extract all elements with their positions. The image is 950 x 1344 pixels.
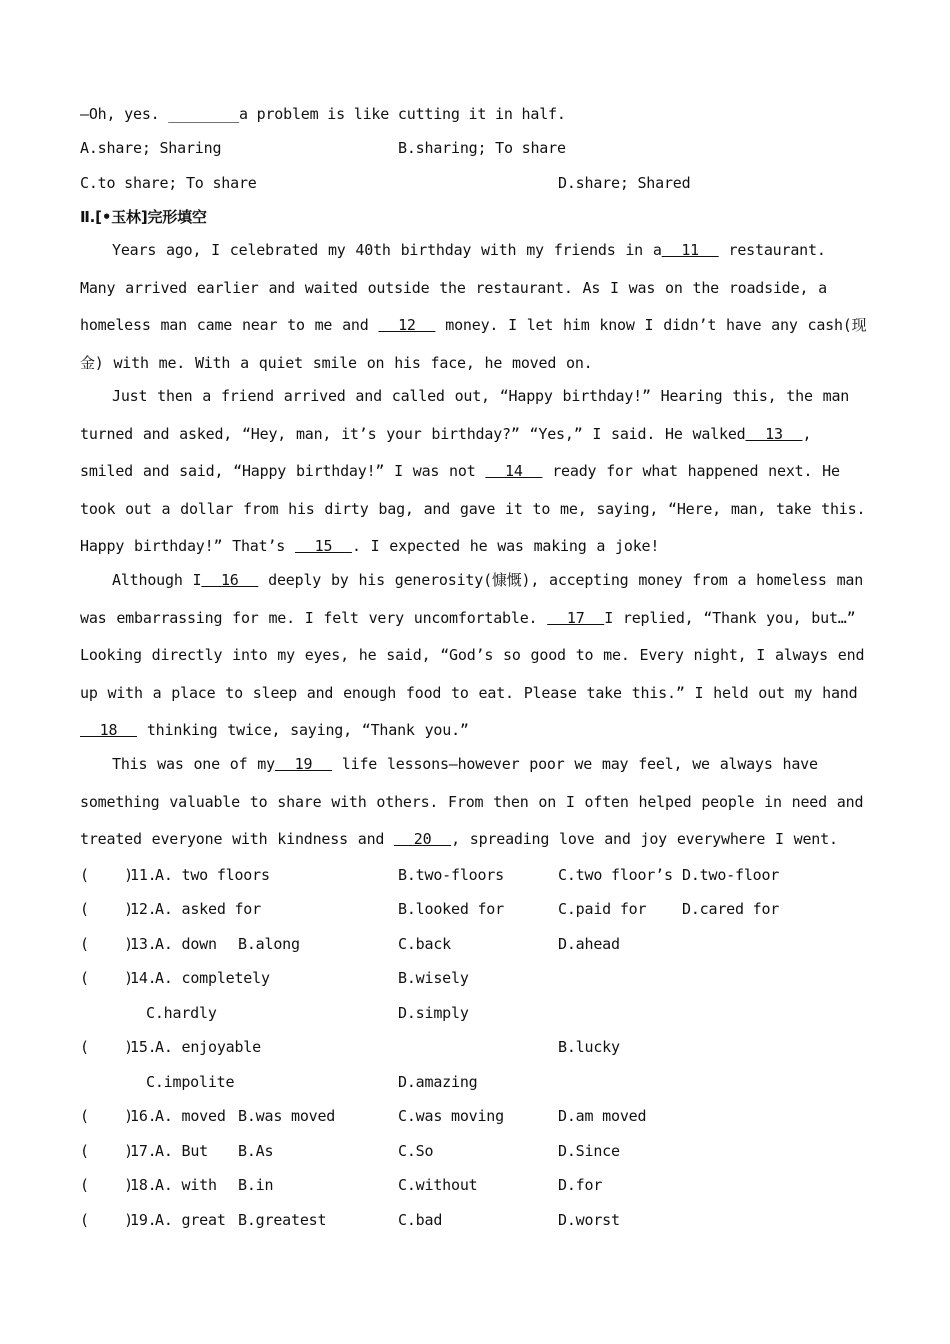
blank-12: 12 bbox=[378, 316, 436, 334]
passage-text: Years ago, I celebrated my 40th birthday with my friends in a bbox=[112, 241, 662, 259]
passage-text: restaurant. Many arrived earlier and waited outside the restaurant. As I was on the roadside, a homeless man came near to me and bbox=[80, 241, 827, 334]
option-b: B.wisely bbox=[398, 969, 469, 987]
section-heading: Ⅱ.[•玉林]完形填空 bbox=[80, 208, 207, 226]
prev-option-d: D.share; Shared bbox=[558, 174, 691, 192]
option-c: C.paid for bbox=[558, 900, 647, 918]
answer-paren: ( ) bbox=[80, 1107, 133, 1125]
question-number: 13. bbox=[130, 935, 157, 953]
option-d: D.ahead bbox=[558, 935, 620, 953]
blank-18: 18 bbox=[80, 721, 137, 739]
blank-13: 13 bbox=[745, 424, 803, 443]
option-b: B.was moved bbox=[238, 1107, 336, 1125]
blank-15: 15 bbox=[294, 537, 352, 555]
option-a: A. But bbox=[155, 1142, 208, 1160]
passage-text: , smiled and said, “Happy birthday!” I was not bbox=[80, 424, 812, 480]
passage-paragraph-4 bbox=[80, 746, 870, 859]
option-a: A. great bbox=[155, 1211, 226, 1229]
option-a: A. two floors bbox=[155, 866, 270, 884]
option-d: D.am moved bbox=[558, 1107, 647, 1125]
passage-text: I replied, “Thank you, but…” Looking directly into my eyes, he said, “God’s so good to me. Every night, I always end up with a place to sleep and enough food to eat. Please take this.” I held out my hand bbox=[80, 608, 865, 702]
passage-text: ready for what happened next. He took out a dollar from his dirty bag, and gave it to me, saying, “Here, man, take this. Happy birthday!” That’s bbox=[80, 462, 866, 555]
answer-paren: ( ) bbox=[80, 1142, 133, 1160]
blank-16: 16 bbox=[201, 571, 259, 589]
passage-text: Just then a friend arrived and called out, “Happy birthday!” Hearing this, the man turned and asked, “Hey, man, it’s your birthday?” “Yes,” I said. He walked bbox=[80, 387, 850, 443]
option-c: C.was moving bbox=[398, 1107, 504, 1125]
passage-text: life lessons—however poor we may feel, we always have something valuable to share with others. From then on I often helped people in need and treated everyone with kindness and bbox=[80, 755, 864, 848]
option-d: D.simply bbox=[398, 1004, 469, 1022]
option-c: C.back bbox=[398, 935, 451, 953]
option-c: C.two floor’s bbox=[558, 866, 673, 884]
prev-option-b: B.sharing; To share bbox=[398, 139, 566, 157]
option-a: A. moved bbox=[155, 1107, 226, 1125]
option-c: C.impolite bbox=[146, 1073, 235, 1091]
blank-11: 11 bbox=[661, 241, 719, 259]
question-number: 15. bbox=[130, 1038, 157, 1056]
option-d: D.for bbox=[558, 1176, 603, 1194]
question-number: 19. bbox=[130, 1211, 157, 1229]
blank-17: 17 bbox=[547, 608, 605, 627]
option-b: B.lucky bbox=[558, 1038, 620, 1056]
option-b: B.greatest bbox=[238, 1211, 327, 1229]
passage-text: Although I bbox=[112, 571, 202, 589]
option-b: B.As bbox=[238, 1142, 274, 1160]
option-c: C.hardly bbox=[146, 1004, 217, 1022]
question-number: 11. bbox=[130, 866, 157, 884]
question-number: 16. bbox=[130, 1107, 157, 1125]
option-a: A. with bbox=[155, 1176, 217, 1194]
question-number: 18. bbox=[130, 1176, 157, 1194]
answer-paren: ( ) bbox=[80, 1211, 133, 1229]
answer-paren: ( ) bbox=[80, 1038, 133, 1056]
option-c: C.bad bbox=[398, 1211, 443, 1229]
option-a: A. down bbox=[155, 935, 217, 953]
blank-14: 14 bbox=[485, 462, 543, 480]
option-a: A. completely bbox=[155, 969, 270, 987]
question-number: 14. bbox=[130, 969, 157, 987]
passage-text: money. I let him know I didn’t have any cash(现金) with me. With a quiet smile on his face, he moved on. bbox=[80, 316, 867, 372]
option-c: C.So bbox=[398, 1142, 434, 1160]
question-number: 17. bbox=[130, 1142, 157, 1160]
prev-question-line: —Oh, yes. ________a problem is like cutting it in half. bbox=[80, 105, 566, 123]
answer-paren: ( ) bbox=[80, 969, 133, 987]
option-d: D.two-floor bbox=[682, 866, 780, 884]
option-d: D.Since bbox=[558, 1142, 620, 1160]
option-d: D.cared for bbox=[682, 900, 780, 918]
option-b: B.along bbox=[238, 935, 300, 953]
option-b: B.in bbox=[238, 1176, 274, 1194]
option-a: A. enjoyable bbox=[155, 1038, 261, 1056]
blank-19: 19 bbox=[274, 755, 332, 773]
answer-paren: ( ) bbox=[80, 900, 133, 918]
question-number: 12. bbox=[130, 900, 157, 918]
passage-paragraph-1 bbox=[80, 232, 870, 382]
prev-option-a: A.share; Sharing bbox=[80, 139, 222, 157]
blank-20: 20 bbox=[394, 830, 452, 848]
option-d: D.worst bbox=[558, 1211, 620, 1229]
passage-text: thinking twice, saying, “Thank you.” bbox=[137, 721, 469, 739]
option-a: A. asked for bbox=[155, 900, 261, 918]
prev-option-c: C.to share; To share bbox=[80, 174, 257, 192]
passage-text: . I expected he was making a joke! bbox=[351, 537, 660, 555]
passage-paragraph-3 bbox=[80, 562, 870, 750]
option-d: D.amazing bbox=[398, 1073, 478, 1091]
passage-paragraph-2 bbox=[80, 378, 870, 566]
answer-paren: ( ) bbox=[80, 935, 133, 953]
passage-text: , spreading love and joy everywhere I went. bbox=[451, 830, 838, 848]
option-c: C.without bbox=[398, 1176, 478, 1194]
answer-paren: ( ) bbox=[80, 1176, 133, 1194]
passage-text: deeply by his generosity(慷慨), accepting money from a homeless man was embarrassing for me. I felt very uncomfortable. bbox=[80, 571, 864, 627]
passage-text: This was one of my bbox=[112, 755, 275, 773]
option-b: B.two-floors bbox=[398, 866, 504, 884]
option-b: B.looked for bbox=[398, 900, 504, 918]
answer-paren: ( ) bbox=[80, 866, 133, 884]
